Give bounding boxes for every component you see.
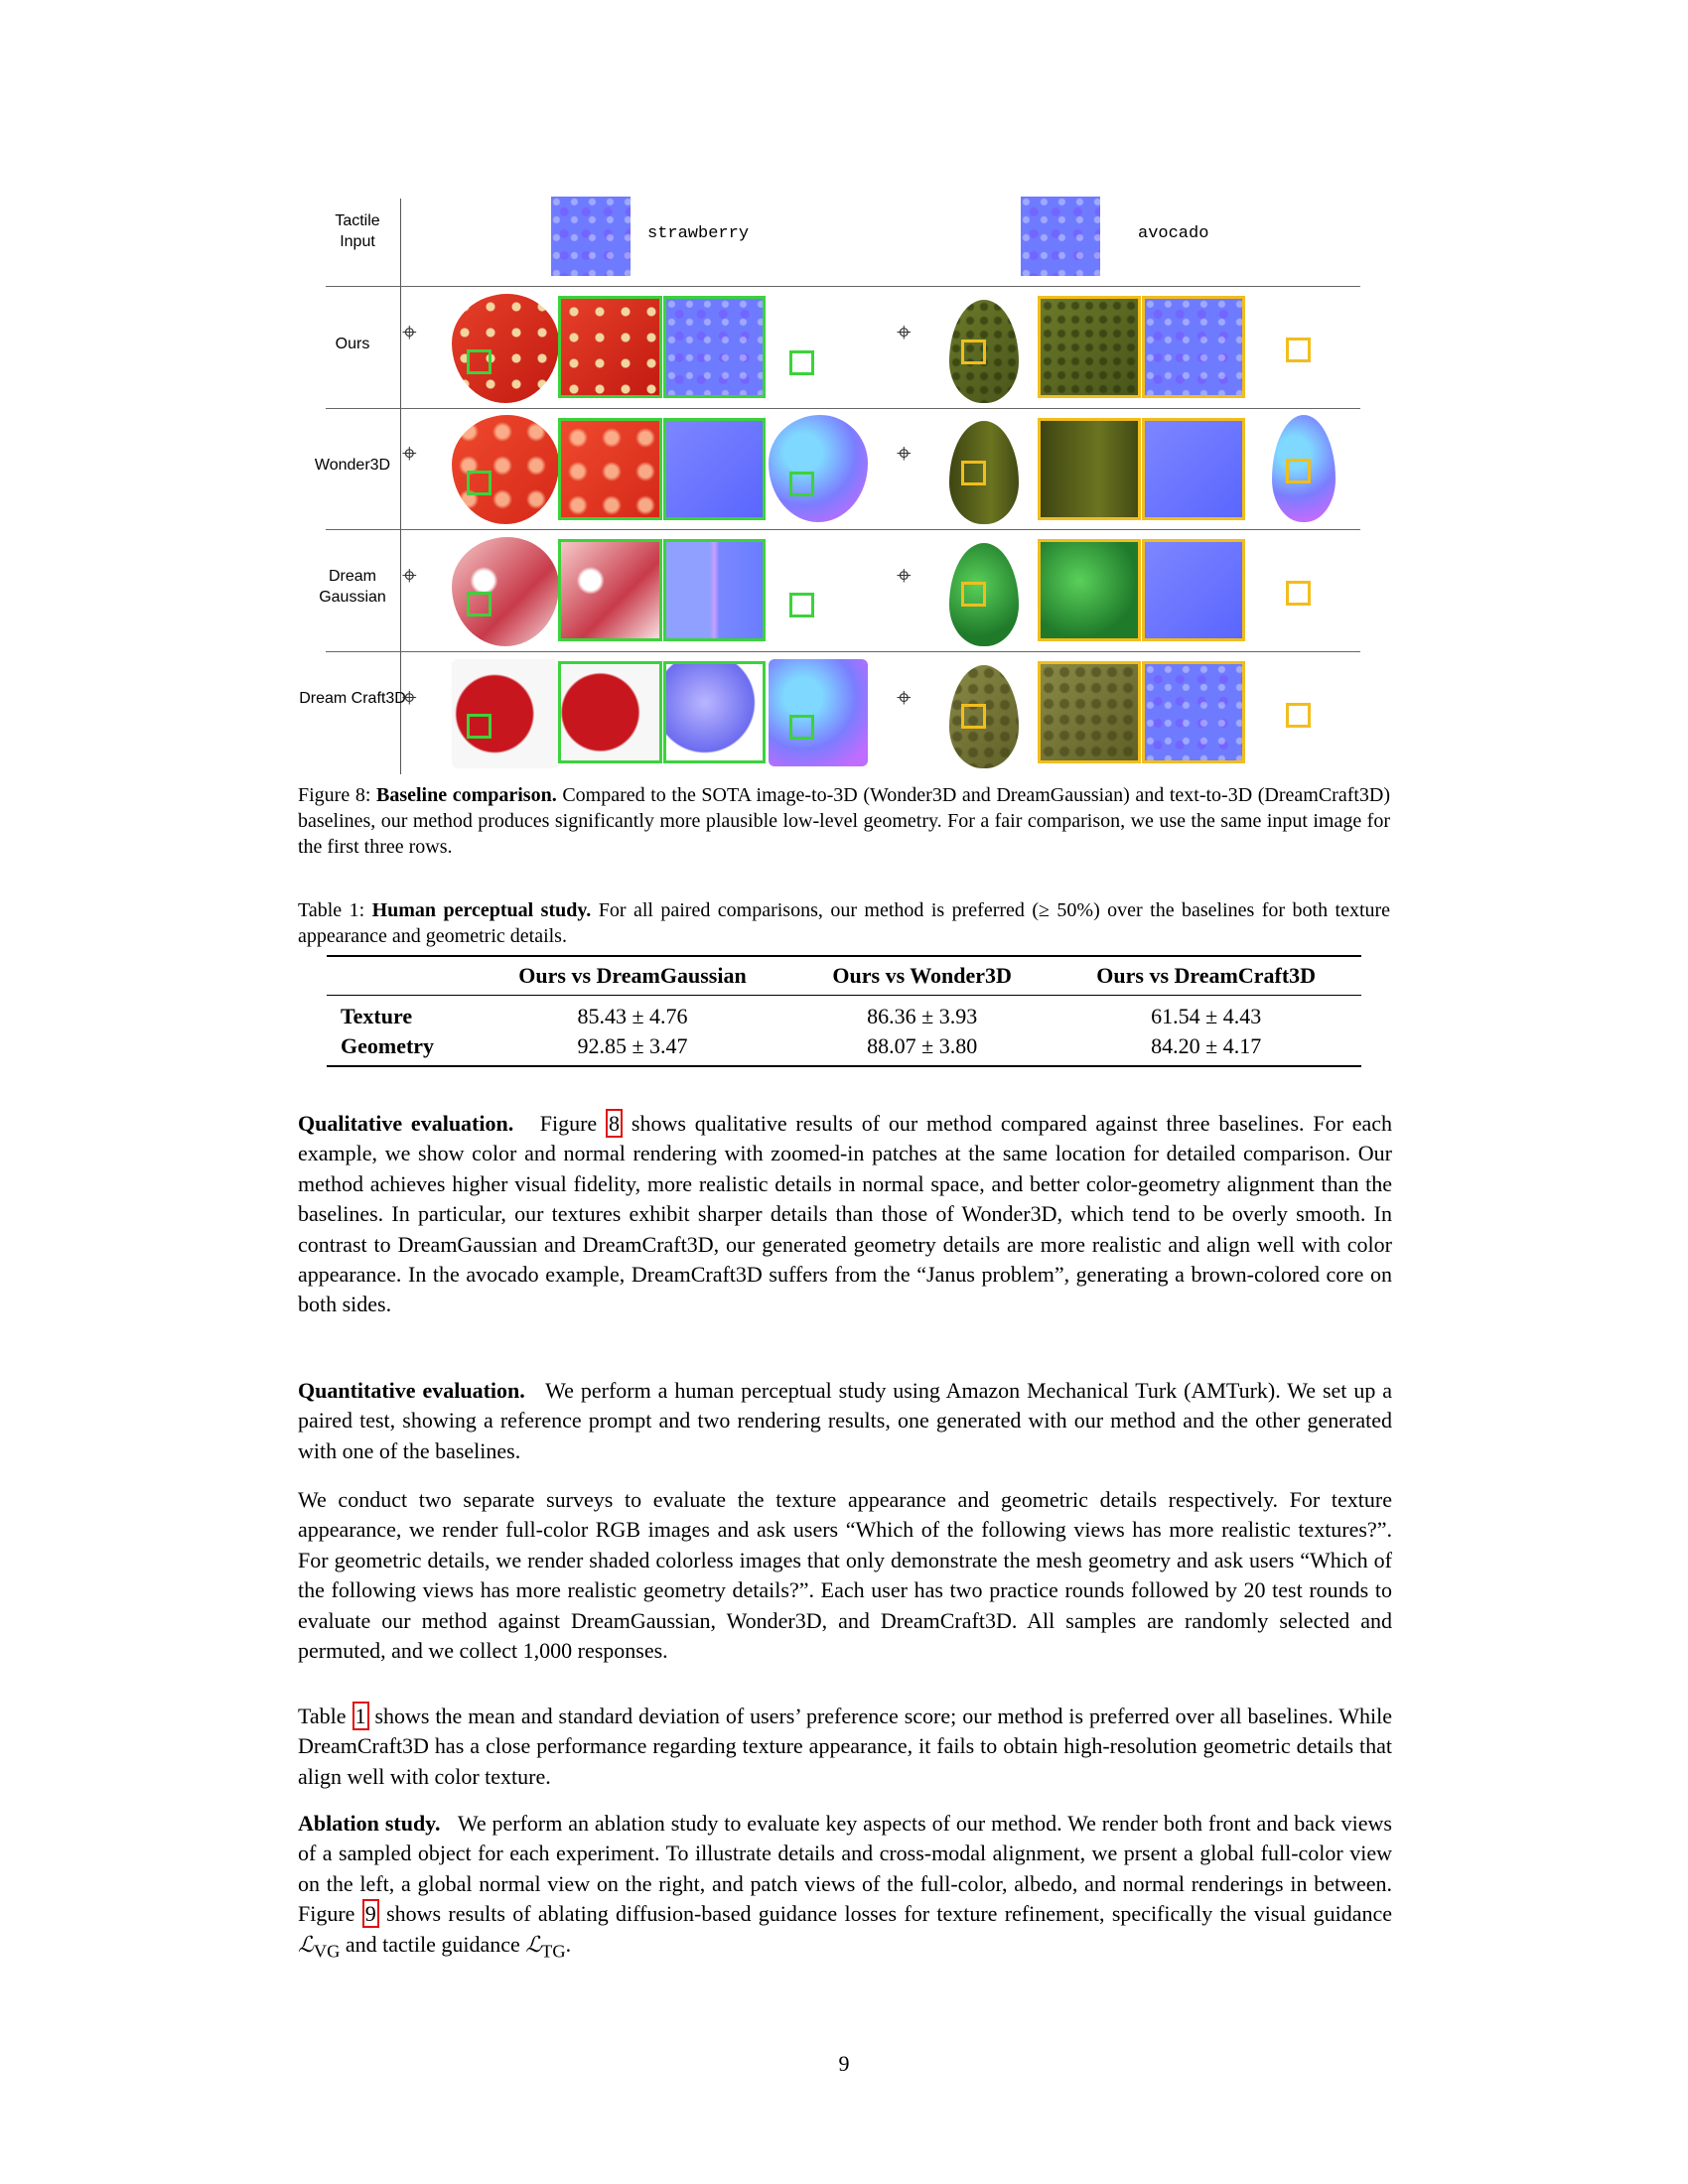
section-heading: Ablation study. bbox=[298, 1811, 441, 1836]
table-header: Ours vs DreamCraft3D bbox=[1096, 963, 1317, 988]
table-header-row bbox=[327, 956, 1361, 996]
math-subscript: VG bbox=[313, 1941, 341, 1962]
paragraph-text: Table bbox=[298, 1704, 347, 1728]
table-1 bbox=[327, 955, 1361, 1067]
table-caption-text: For all paired comparisons, our method is preferred (≥ 50%) over the baselines for both texture appearance and geometric details. bbox=[298, 899, 1391, 947]
strawberry-normal-render bbox=[769, 659, 868, 766]
table-caption-label: Table 1: bbox=[298, 899, 365, 921]
paragraph-quantitative bbox=[298, 1376, 1392, 1466]
zoom-box bbox=[467, 714, 492, 739]
table-row bbox=[327, 996, 1361, 1032]
figure-8 bbox=[298, 189, 1360, 774]
zoom-box bbox=[1286, 703, 1311, 728]
figure-divider bbox=[326, 286, 1360, 287]
paragraph-text: We perform a human perceptual study using Amazon Mechanical Turk (AMTurk). We set up a paired test, showing a reference prompt and two rendering results, one generated with our method and the other generated with one of the baselines. bbox=[298, 1378, 1393, 1463]
zoom-box bbox=[467, 592, 492, 616]
strawberry-normal-render bbox=[769, 294, 868, 401]
color-patch bbox=[1038, 661, 1141, 763]
table-cell: 88.07 ± 3.80 bbox=[867, 1033, 978, 1058]
strawberry-normal-render bbox=[769, 415, 868, 522]
camera-icon: ⌖ bbox=[402, 439, 417, 469]
table-cell: 92.85 ± 3.47 bbox=[577, 1033, 688, 1058]
zoom-box bbox=[961, 461, 986, 485]
row-header: Texture bbox=[341, 1004, 413, 1028]
camera-icon: ⌖ bbox=[402, 683, 417, 713]
zoom-box bbox=[467, 471, 492, 495]
zoom-box bbox=[789, 472, 814, 496]
prompt-strawberry: strawberry bbox=[647, 224, 750, 243]
paragraph-text: shows results of ablating diffusion-based guidance losses for texture refinement, specifically the visual guidance bbox=[386, 1901, 1393, 1927]
paragraph-text: shows the mean and standard deviation of users’ preference score; our method is preferred over all baselines. While DreamCraft3D has a close performance regarding texture appearance, it fails to obtain high-resolution geometric details that align well with color texture. bbox=[298, 1704, 1393, 1789]
table-header-empty bbox=[327, 956, 472, 996]
paragraph-text: We perform an ablation study to evaluate key aspects of our method. We render both front and back views of a sampled object for each experiment. To illustrate details and cross-modal alignment, we prsent a global full-color view on the left, a global normal view on the right, and patch views of the full-color, albedo, and normal renderings in between. Figure bbox=[298, 1811, 1392, 1927]
figure-ref-link[interactable]: 9 bbox=[362, 1899, 379, 1928]
normal-patch bbox=[663, 661, 766, 763]
table-ref-link[interactable]: 1 bbox=[352, 1702, 369, 1730]
camera-icon: ⌖ bbox=[897, 318, 912, 347]
normal-patch bbox=[1142, 296, 1245, 398]
row-label-dreamgaussian: Dream Gaussian bbox=[319, 568, 386, 606]
figure-divider bbox=[326, 651, 1360, 652]
color-patch bbox=[558, 418, 662, 520]
camera-icon: ⌖ bbox=[897, 561, 912, 591]
figure-caption-text: Compared to the SOTA image-to-3D (Wonder3D and DreamGaussian) and text-to-3D (DreamCraft3D) baselines, our method produces significantly more plausible low-level geometry. For a fair comparison, we use the same input image for the first three rows. bbox=[298, 784, 1391, 858]
paragraph-ablation bbox=[298, 1809, 1392, 1966]
color-patch bbox=[558, 539, 662, 641]
zoom-box bbox=[1286, 459, 1311, 483]
math-subscript: TG bbox=[541, 1941, 566, 1962]
table-cell: 86.36 ± 3.93 bbox=[867, 1004, 978, 1028]
figure-caption-bold: Baseline comparison. bbox=[376, 784, 557, 806]
zoom-box bbox=[789, 593, 814, 617]
table-cell: 85.43 ± 4.76 bbox=[577, 1004, 688, 1028]
figure-ref-link[interactable]: 8 bbox=[606, 1109, 623, 1138]
section-heading: Quantitative evaluation. bbox=[298, 1378, 525, 1403]
paragraph-text: and tactile guidance bbox=[345, 1931, 520, 1957]
zoom-box bbox=[789, 715, 814, 740]
normal-patch bbox=[1142, 418, 1245, 520]
figure-caption bbox=[298, 782, 1390, 860]
row-label-dreamcraft3d: Dream Craft3D bbox=[299, 690, 406, 707]
section-heading: Qualitative evaluation. bbox=[298, 1111, 514, 1136]
normal-patch bbox=[663, 539, 766, 641]
table-cell: 61.54 ± 4.43 bbox=[1151, 1004, 1262, 1028]
normal-patch bbox=[1142, 661, 1245, 763]
normal-patch bbox=[663, 418, 766, 520]
color-patch bbox=[1038, 296, 1141, 398]
prompt-avocado: avocado bbox=[1138, 224, 1209, 243]
page-number: 9 bbox=[838, 2051, 850, 2076]
tactile-input-strawberry-image bbox=[551, 197, 631, 276]
zoom-box bbox=[1286, 581, 1311, 606]
color-patch bbox=[558, 661, 662, 763]
table-header: Ours vs DreamGaussian bbox=[518, 963, 747, 988]
table-cell: 84.20 ± 4.17 bbox=[1151, 1033, 1262, 1058]
figure-caption-label: Figure 8: bbox=[298, 784, 371, 806]
row-header: Geometry bbox=[341, 1033, 435, 1058]
table-caption bbox=[298, 897, 1390, 949]
figure-divider bbox=[326, 529, 1360, 530]
math-symbol: ℒ bbox=[525, 1931, 542, 1957]
paragraph-text: shows qualitative results of our method compared against three baselines. For each example, we show color and normal rendering with zoomed-in patches at the same location for detailed comparison. Our method achieves higher visual fidelity, more realistic details in normal space, and better color-geometry alignment than the baselines. In particular, our textures exhibit sharper details than those of Wonder3D, which tend to be overly smooth. In contrast to DreamGaussian and DreamCraft3D, our generated geometry details are more realistic and align well with color appearance. In the avocado example, DreamCraft3D suffers from the “Janus problem”, generating a brown-colored core on both sides. bbox=[298, 1111, 1393, 1317]
row-label-ours: Ours bbox=[335, 336, 370, 352]
strawberry-normal-render bbox=[769, 537, 868, 644]
color-patch bbox=[1038, 418, 1141, 520]
paragraph-text: We conduct two separate surveys to evaluate the texture appearance and geometric details respectively. For texture appearance, we render full-color RGB images and ask users “Which of the following views has more realistic textures?”. For geometric details, we render shaded colorless images that only demonstrate the mesh geometry and ask users “Which of the following views has more realistic geometry details?”. Each user has two practice rounds followed by 20 test rounds to evaluate our method against DreamGaussian, Wonder3D, and DreamCraft3D. All samples are randomly selected and permuted, and we collect 1,000 responses. bbox=[298, 1487, 1392, 1664]
paragraph-text: Figure bbox=[539, 1111, 598, 1136]
color-patch bbox=[558, 296, 662, 398]
table-row bbox=[327, 1031, 1361, 1066]
camera-icon: ⌖ bbox=[897, 683, 912, 713]
strawberry-color-render bbox=[452, 294, 559, 403]
row-label-wonder3d: Wonder3D bbox=[314, 457, 391, 474]
normal-patch bbox=[1142, 539, 1245, 641]
normal-patch bbox=[663, 296, 766, 398]
zoom-box bbox=[961, 704, 986, 729]
camera-icon: ⌖ bbox=[897, 439, 912, 469]
zoom-box bbox=[1286, 338, 1311, 362]
strawberry-color-render bbox=[452, 415, 559, 524]
tactile-input-avocado-image bbox=[1021, 197, 1100, 276]
color-patch bbox=[1038, 539, 1141, 641]
table-caption-bold: Human perceptual study. bbox=[371, 899, 592, 921]
row-label-tactile-input: Tactile Input bbox=[335, 212, 380, 250]
camera-icon: ⌖ bbox=[402, 318, 417, 347]
zoom-box bbox=[467, 349, 492, 374]
zoom-box bbox=[961, 340, 986, 364]
paragraph-text: . bbox=[565, 1931, 572, 1957]
zoom-box bbox=[789, 350, 814, 375]
paragraph-surveys bbox=[298, 1485, 1392, 1666]
math-symbol: ℒ bbox=[298, 1931, 314, 1957]
camera-icon: ⌖ bbox=[402, 561, 417, 591]
table-header: Ours vs Wonder3D bbox=[832, 963, 1012, 988]
zoom-box bbox=[961, 582, 986, 607]
paragraph-qualitative bbox=[298, 1109, 1392, 1320]
paragraph-table-discussion bbox=[298, 1702, 1392, 1792]
figure-divider bbox=[326, 408, 1360, 409]
